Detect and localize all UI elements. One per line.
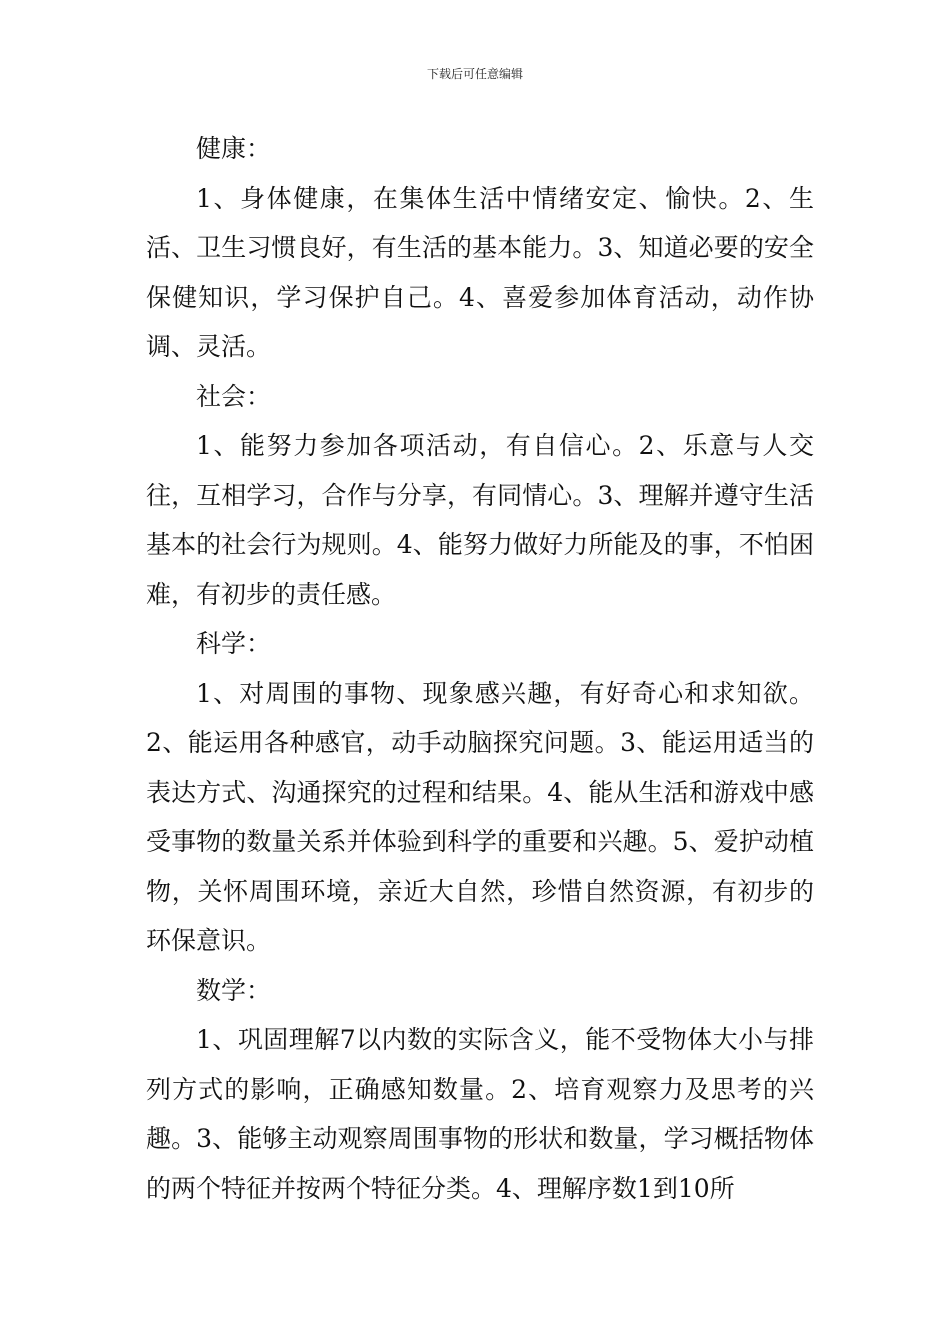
- section-paragraph: 1、对周围的事物、现象感兴趣，有好奇心和求知欲。2、能运用各种感官，动手动脑探究问题。3、能运用适当的表达方式、沟通探究的过程和结果。4、能从生活和游戏中感受事物的数量关系并体验到科学的重要和兴趣。5、爱护动植物，关怀周围环境，亲近大自然，珍惜自然资源，有初步的环保意识。: [146, 678, 814, 955]
- section-heading: 科学：: [196, 629, 272, 658]
- section-society: [146, 372, 814, 620]
- section-heading: 健康：: [196, 134, 272, 163]
- page-header-note: 下载后可任意编辑: [426, 67, 523, 81]
- section-paragraph: 1、能努力参加各项活动，有自信心。2、乐意与人交往，互相学习，合作与分享，有同情心。3、理解并遵守生活基本的社会行为规则。4、能努力做好力所能及的事，不怕困难，有初步的责任感。: [146, 431, 814, 609]
- section-paragraph: 1、身体健康，在集体生活中情绪安定、愉快。2、生活、卫生习惯良好，有生活的基本能力。3、知道必要的安全保健知识，学习保护自己。4、喜爱参加体育活动，动作协调、灵活。: [146, 183, 814, 361]
- section-heading: 数学：: [196, 975, 272, 1005]
- section-math: [146, 966, 814, 1214]
- section-science: [146, 619, 814, 966]
- document-body: [146, 124, 814, 1213]
- section-health: [146, 124, 814, 372]
- section-heading: 社会：: [196, 381, 272, 411]
- section-paragraph: 1、巩固理解7以内数的实际含义，能不受物体大小与排列方式的影响，正确感知数量。2、培育观察力及思考的兴趣。3、能够主动观察周围事物的形状和数量，学习概括物体的两个特征并按两个特征分类。4、理解序数1到10所: [146, 1025, 814, 1203]
